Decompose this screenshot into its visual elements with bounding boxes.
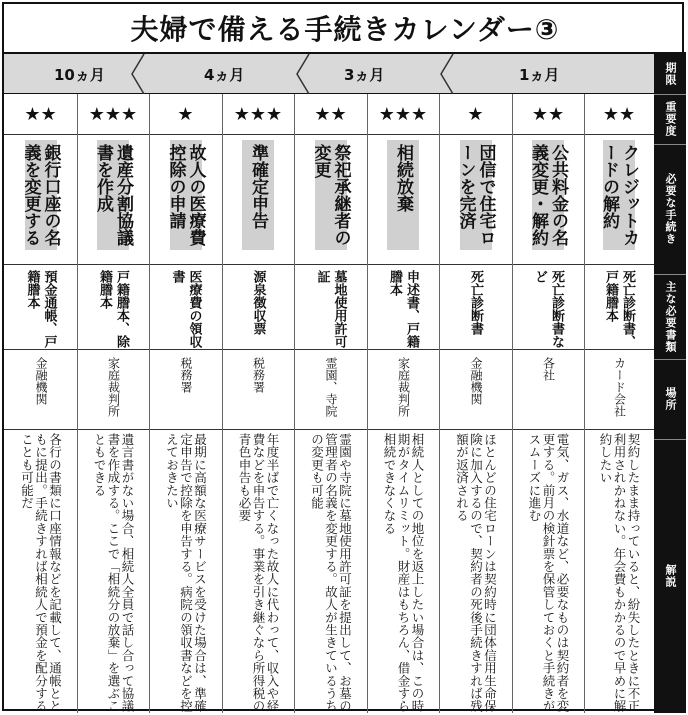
procedure-label: クレジットカードの解約 — [599, 144, 639, 246]
timeline-label-4m: 4ヵ月 — [204, 66, 245, 84]
procedure-label: 団信で住宅ローンを完済 — [455, 144, 496, 246]
documents-text: 申述書、戸籍謄本 — [387, 270, 419, 348]
timeline-label-1m: 1ヵ月 — [519, 66, 560, 84]
procedure-cell — [149, 134, 222, 264]
documents-cell — [149, 264, 222, 349]
row-header-column — [654, 54, 686, 713]
importance-stars: ★★★ — [233, 103, 283, 125]
importance-stars: ★★★ — [88, 103, 138, 125]
procedure-box — [387, 140, 419, 250]
procedure-cell — [512, 134, 584, 264]
procedure-cell — [77, 134, 149, 264]
explanation-cell — [439, 429, 512, 713]
procedure-label: 祭祀承継者の変更 — [310, 144, 351, 246]
place-cell — [77, 349, 149, 429]
procedure-cell — [584, 134, 654, 264]
explanation-text: 遺言書がない場合、相続人全員で話し合って協議書を作成する。ここで「相続分の放棄」を選ぶこともできる — [92, 433, 135, 713]
procedure-label: 銀行口座の名義を変更する — [20, 144, 61, 246]
importance-stars: ★★ — [24, 103, 57, 125]
procedure-cell — [222, 134, 294, 264]
row-header-documents: 主な必要書類 — [664, 280, 677, 353]
timeline-bar — [4, 54, 654, 94]
documents-cell — [439, 264, 512, 349]
procedure-box — [93, 140, 133, 250]
timeline-label-3m: 3ヵ月 — [344, 66, 385, 84]
documents-text: 死亡診断書など — [532, 270, 564, 348]
place-text: 金融機関 — [469, 357, 483, 405]
place-text: 家庭裁判所 — [396, 357, 411, 417]
importance-stars: ★★ — [314, 103, 347, 125]
explanation-text: ほとんどの住宅ローンは契約時に団体信用生命保険に加入するので、契約者の死後手続きすれば残額が返済される — [454, 433, 498, 713]
documents-text: 戸籍謄本、除籍謄本 — [97, 270, 129, 348]
place-text: カード会社 — [612, 357, 627, 417]
page-title: 夫婦で備える手続きカレンダー③ — [4, 4, 686, 54]
place-cell — [367, 349, 439, 429]
place-cell — [222, 349, 294, 429]
documents-cell — [294, 264, 367, 349]
documents-cell — [512, 264, 584, 349]
procedure-box — [599, 140, 639, 250]
explanation-cell — [149, 429, 222, 713]
procedure-box — [310, 140, 351, 250]
procedure-box — [165, 140, 206, 250]
calendar-frame — [2, 2, 684, 711]
documents-cell — [222, 264, 294, 349]
chevron-left-icon — [287, 54, 317, 94]
timeline-label-10m: 10ヵ月 — [54, 66, 105, 84]
place-text: 金融機関 — [34, 357, 48, 405]
chevron-left-icon — [431, 54, 461, 94]
chevron-left-icon — [122, 54, 152, 94]
explanation-text: 電気、ガス、水道など、必要なものは契約者を変更する。前月の検針票を保管しておくと手続きがスムーズに進む — [527, 433, 570, 713]
row-header-explanation: 解説 — [664, 564, 677, 588]
procedure-cell — [294, 134, 367, 264]
documents-text: 源泉徴収票 — [250, 270, 266, 335]
place-cell — [149, 349, 222, 429]
importance-stars: ★★ — [531, 103, 565, 125]
place-text: 各社 — [541, 357, 556, 381]
explanation-text: 相続人としての地位を返上したい場合は、この時期がタイムリミット。財産はもちろん、借金すら相続できなくなる — [382, 433, 425, 713]
documents-cell — [77, 264, 149, 349]
procedure-box — [20, 140, 61, 250]
documents-cell — [367, 264, 439, 349]
procedure-label: 故人の医療費控除の申請 — [165, 144, 206, 246]
explanation-cell — [512, 429, 584, 713]
documents-text: 預金通帳、戸籍謄本 — [24, 270, 57, 348]
explanation-text: 契約したまま持っていると、紛失したときに不正利用されかねない。年会費もかかるので早めに解約したい — [598, 433, 641, 713]
documents-cell — [584, 264, 654, 349]
place-text: 税務署 — [179, 357, 193, 393]
place-cell — [439, 349, 512, 429]
procedure-box — [242, 140, 274, 250]
place-cell — [4, 349, 77, 429]
procedure-box — [528, 140, 568, 250]
explanation-text: 各行の書類に口座情報などを記載して、通帳とともに提出。手続きすれば相続人で預金を配分することも可能だ — [19, 433, 63, 713]
documents-cell — [4, 264, 77, 349]
explanation-cell — [4, 429, 77, 713]
place-cell — [512, 349, 584, 429]
row-header-place: 場所 — [664, 387, 677, 411]
documents-text: 医療費の領収書 — [169, 270, 202, 348]
procedure-label: 準確定申告 — [248, 144, 268, 229]
place-cell — [294, 349, 367, 429]
procedure-cell — [4, 134, 77, 264]
place-text: 家庭裁判所 — [106, 357, 121, 417]
explanation-text: 霊園や寺院に墓地使用許可証を提出して、お墓の管理者の名義を変更する。故人が生きているうちの変更も可能 — [309, 433, 353, 713]
importance-stars: ★★ — [602, 103, 636, 125]
importance-stars: ★ — [467, 103, 484, 125]
row-header-deadline: 期限 — [664, 62, 677, 86]
explanation-cell — [294, 429, 367, 713]
documents-text: 死亡診断書、戸籍謄本 — [603, 270, 635, 348]
explanation-cell — [367, 429, 439, 713]
place-text: 霊園、寺院 — [324, 357, 338, 417]
calendar-grid — [4, 94, 654, 713]
explanation-cell — [584, 429, 654, 713]
importance-stars: ★ — [177, 103, 194, 125]
procedure-label: 遺産分割協議書を作成 — [93, 144, 133, 246]
row-header-procedure: 必要な手続き — [664, 173, 677, 245]
procedure-cell — [367, 134, 439, 264]
explanation-text: 年度半ばで亡くなった故人に代わって、収入や経費などを申告する。事業を引き継ぐなら所得税の青色申告も必要 — [237, 433, 280, 713]
place-text: 税務署 — [251, 357, 266, 393]
procedure-box — [455, 140, 496, 250]
row-header-importance: 重要度 — [664, 101, 677, 137]
explanation-text: 最期に高額な医療サービスを受けた場合は、準確定申告で控除を申告する。病院の領収書などを控えておきたい — [164, 433, 208, 713]
procedure-cell — [439, 134, 512, 264]
place-cell — [584, 349, 654, 429]
procedure-label: 公共料金の名義変更・解約 — [528, 144, 568, 246]
procedure-label: 相続放棄 — [393, 144, 413, 212]
importance-stars: ★★★ — [378, 103, 428, 125]
explanation-cell — [77, 429, 149, 713]
documents-text: 死亡診断書 — [468, 270, 483, 335]
documents-text: 墓地使用許可証 — [314, 270, 347, 348]
explanation-cell — [222, 429, 294, 713]
